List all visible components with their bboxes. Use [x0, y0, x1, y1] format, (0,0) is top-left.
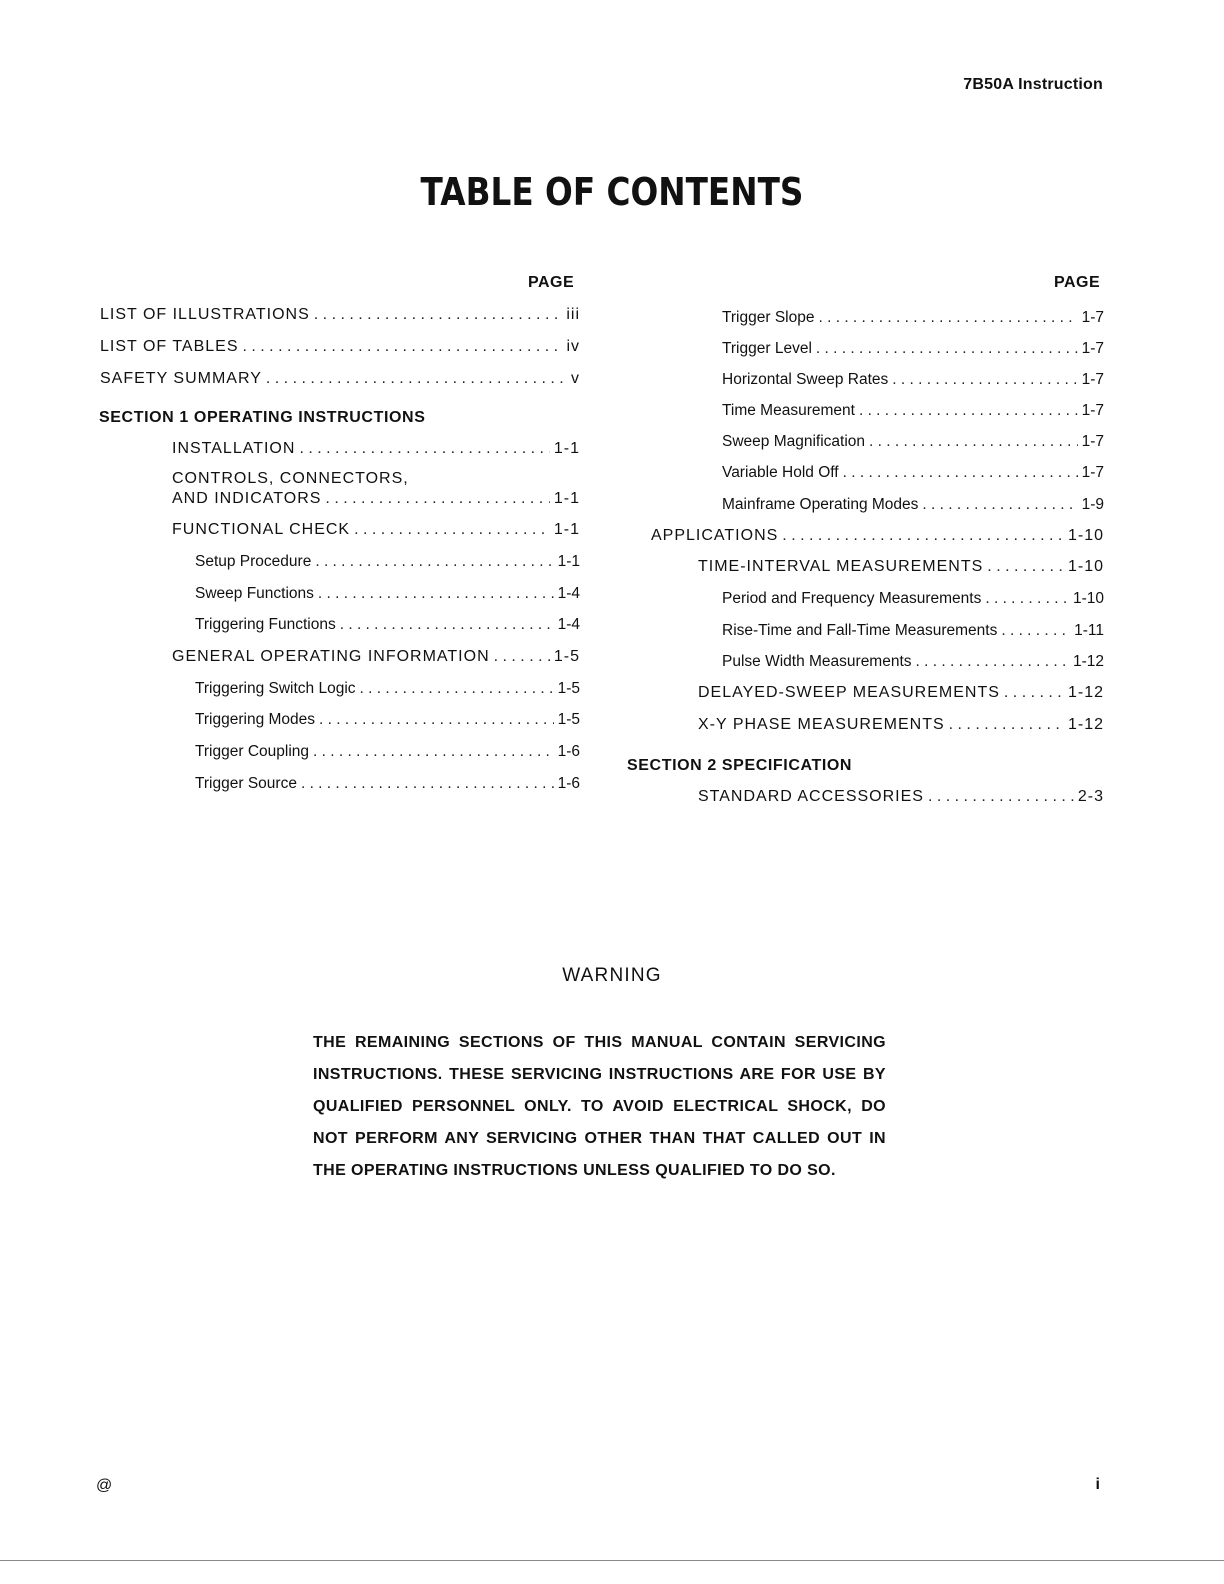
- toc-label: STANDARD ACCESSORIES: [698, 788, 924, 805]
- toc-label: Trigger Level: [722, 340, 812, 357]
- toc-label: Triggering Functions: [195, 616, 336, 633]
- toc-page: 1-7: [1081, 433, 1104, 450]
- toc-label: AND INDICATORS: [172, 490, 322, 507]
- toc-page: iii: [566, 306, 580, 323]
- leader-dots: [922, 496, 1077, 514]
- toc-entry-installation[interactable]: [172, 440, 580, 458]
- page-number: i: [1095, 1476, 1100, 1493]
- toc-entry-xy-phase-measurements[interactable]: [698, 716, 1104, 734]
- toc-page: 1-12: [1067, 716, 1104, 733]
- toc-entry-trigger-slope[interactable]: [722, 309, 1104, 327]
- toc-label: TIME-INTERVAL MEASUREMENTS: [698, 558, 984, 575]
- leader-dots: [949, 716, 1064, 734]
- toc-entry-trigger-source[interactable]: [195, 775, 580, 793]
- toc-page: 1-5: [557, 680, 580, 697]
- leader-dots: [859, 402, 1078, 420]
- leader-dots: [266, 370, 567, 388]
- toc-label: FUNCTIONAL CHECK: [172, 521, 351, 538]
- toc-entry-sweep-magnification[interactable]: [722, 433, 1104, 451]
- toc-label: Triggering Switch Logic: [195, 680, 356, 697]
- leader-dots: [816, 340, 1078, 358]
- toc-label: CONTROLS, CONNECTORS,: [172, 470, 409, 487]
- toc-page: 1-10: [1067, 558, 1104, 575]
- leader-dots: [318, 585, 554, 603]
- toc-entry-list-of-illustrations[interactable]: [100, 306, 580, 324]
- toc-entry-safety-summary[interactable]: [100, 370, 580, 388]
- leader-dots: [243, 338, 563, 356]
- leader-dots: [325, 490, 549, 508]
- toc-page: 1-10: [1072, 590, 1104, 607]
- toc-entry-trigger-level[interactable]: [722, 340, 1104, 358]
- scan-edge-line: [0, 1560, 1224, 1561]
- toc-page: 1-9: [1081, 496, 1104, 513]
- toc-label: APPLICATIONS: [651, 527, 779, 544]
- warning-body: THE REMAINING SECTIONS OF THIS MANUAL CONTAIN SERVICING INSTRUCTIONS. THESE SERVICING INSTRUCTIONS ARE FOR USE BY QUALIFIED PERSONNEL ONLY. TO AVOID ELECTRICAL SHOCK, DO NOT PERFORM ANY SERVICING OTHER THAN THAT CALLED OUT IN THE OPERATING INSTRUCTIONS UNLESS QUALIFIED TO DO SO.: [313, 1034, 886, 1179]
- toc-page: 1-7: [1081, 309, 1104, 326]
- toc-entry-pulse-width[interactable]: [722, 653, 1104, 671]
- leader-dots: [782, 527, 1064, 545]
- leader-dots: [928, 788, 1074, 806]
- leader-dots: [1004, 684, 1064, 702]
- leader-dots: [313, 743, 554, 761]
- section-2-heading: SECTION 2 SPECIFICATION: [627, 757, 853, 774]
- toc-entry-triggering-switch-logic[interactable]: [195, 680, 580, 698]
- toc-page: 1-6: [557, 775, 580, 792]
- leader-dots: [818, 309, 1077, 327]
- toc-page: 1-7: [1081, 464, 1104, 481]
- leader-dots: [314, 306, 563, 324]
- toc-page: 1-4: [557, 585, 580, 602]
- leader-dots: [299, 440, 549, 458]
- toc-page: 1-5: [557, 711, 580, 728]
- toc-page: 1-4: [557, 616, 580, 633]
- toc-entry-mainframe-operating-modes[interactable]: [722, 496, 1104, 514]
- toc-entry-controls-line1[interactable]: [172, 470, 580, 488]
- document-header: 7B50A Instruction: [963, 76, 1103, 93]
- toc-entry-time-measurement[interactable]: [722, 402, 1104, 420]
- toc-entry-period-and-frequency[interactable]: [722, 590, 1104, 608]
- toc-label: Variable Hold Off: [722, 464, 839, 481]
- leader-dots: [360, 680, 554, 698]
- toc-entry-triggering-functions[interactable]: [195, 616, 580, 634]
- toc-page: 1-11: [1074, 622, 1104, 639]
- toc-label: Sweep Functions: [195, 585, 314, 602]
- toc-page: 1-1: [557, 553, 580, 570]
- toc-label: Trigger Source: [195, 775, 297, 792]
- toc-label: Mainframe Operating Modes: [722, 496, 919, 513]
- toc-page: 1-12: [1067, 684, 1104, 701]
- toc-page: v: [571, 370, 580, 387]
- leader-dots: [843, 464, 1078, 482]
- page-title: TABLE OF CONTENTS: [420, 170, 804, 214]
- toc-page: 1-1: [553, 521, 580, 538]
- toc-page: 1-6: [557, 743, 580, 760]
- right-page-column-heading: PAGE: [1054, 274, 1101, 291]
- toc-page: 1-12: [1072, 653, 1104, 670]
- toc-label: Pulse Width Measurements: [722, 653, 912, 670]
- toc-entry-time-interval-measurements[interactable]: [698, 558, 1104, 576]
- toc-entry-rise-time-fall-time[interactable]: [722, 622, 1104, 640]
- leader-dots: [340, 616, 554, 634]
- footer-mark: @: [96, 1477, 113, 1494]
- leader-dots: [315, 553, 553, 571]
- toc-entry-triggering-modes[interactable]: [195, 711, 580, 729]
- toc-label: Period and Frequency Measurements: [722, 590, 982, 607]
- toc-entry-delayed-sweep-measurements[interactable]: [698, 684, 1104, 702]
- toc-label: Trigger Coupling: [195, 743, 310, 760]
- toc-entry-applications[interactable]: [651, 527, 1104, 545]
- toc-label: SAFETY SUMMARY: [100, 370, 262, 387]
- toc-entry-controls[interactable]: [172, 490, 580, 508]
- toc-label: Setup Procedure: [195, 553, 312, 570]
- toc-page: 1-1: [553, 440, 580, 457]
- leader-dots: [1001, 622, 1070, 640]
- toc-entry-variable-hold-off[interactable]: [722, 464, 1104, 482]
- toc-page: 1-7: [1081, 371, 1104, 388]
- toc-label: Rise-Time and Fall-Time Measurements: [722, 622, 998, 639]
- toc-entry-functional-check[interactable]: [172, 521, 580, 539]
- toc-label: INSTALLATION: [172, 440, 296, 457]
- leader-dots: [892, 371, 1077, 389]
- toc-page: 2-3: [1077, 788, 1104, 805]
- section-1-heading: SECTION 1 OPERATING INSTRUCTIONS: [99, 409, 426, 426]
- toc-label: Time Measurement: [722, 402, 855, 419]
- leader-dots: [354, 521, 550, 539]
- toc-label: LIST OF ILLUSTRATIONS: [100, 306, 310, 323]
- toc-label: Trigger Slope: [722, 309, 815, 326]
- toc-page: 1-7: [1081, 340, 1104, 357]
- toc-entry-horizontal-sweep-rates[interactable]: [722, 371, 1104, 389]
- toc-entry-standard-accessories[interactable]: [698, 788, 1104, 806]
- toc-label: GENERAL OPERATING INFORMATION: [172, 648, 490, 665]
- toc-page: 1-10: [1067, 527, 1104, 544]
- warning-title: WARNING: [562, 965, 662, 986]
- toc-label: X-Y PHASE MEASUREMENTS: [698, 716, 945, 733]
- leader-dots: [987, 558, 1064, 576]
- toc-label: LIST OF TABLES: [100, 338, 239, 355]
- toc-label: Sweep Magnification: [722, 433, 866, 450]
- leader-dots: [319, 711, 554, 729]
- toc-label: Horizontal Sweep Rates: [722, 371, 889, 388]
- toc-entry-sweep-functions[interactable]: [195, 585, 580, 603]
- toc-page: 1-7: [1081, 402, 1104, 419]
- leader-dots: [916, 653, 1069, 671]
- toc-entry-trigger-coupling[interactable]: [195, 743, 580, 761]
- toc-page: 1-1: [553, 490, 580, 507]
- toc-page: 1-5: [553, 648, 580, 665]
- toc-label: DELAYED-SWEEP MEASUREMENTS: [698, 684, 1000, 701]
- left-page-column-heading: PAGE: [528, 274, 575, 291]
- toc-entry-list-of-tables[interactable]: [100, 338, 580, 356]
- leader-dots: [494, 648, 550, 666]
- leader-dots: [301, 775, 554, 793]
- toc-entry-setup-procedure[interactable]: [195, 553, 580, 571]
- toc-entry-general-operating-information[interactable]: [172, 648, 580, 666]
- toc-label: Triggering Modes: [195, 711, 316, 728]
- leader-dots: [869, 433, 1078, 451]
- leader-dots: [985, 590, 1069, 608]
- toc-page: iv: [566, 338, 580, 355]
